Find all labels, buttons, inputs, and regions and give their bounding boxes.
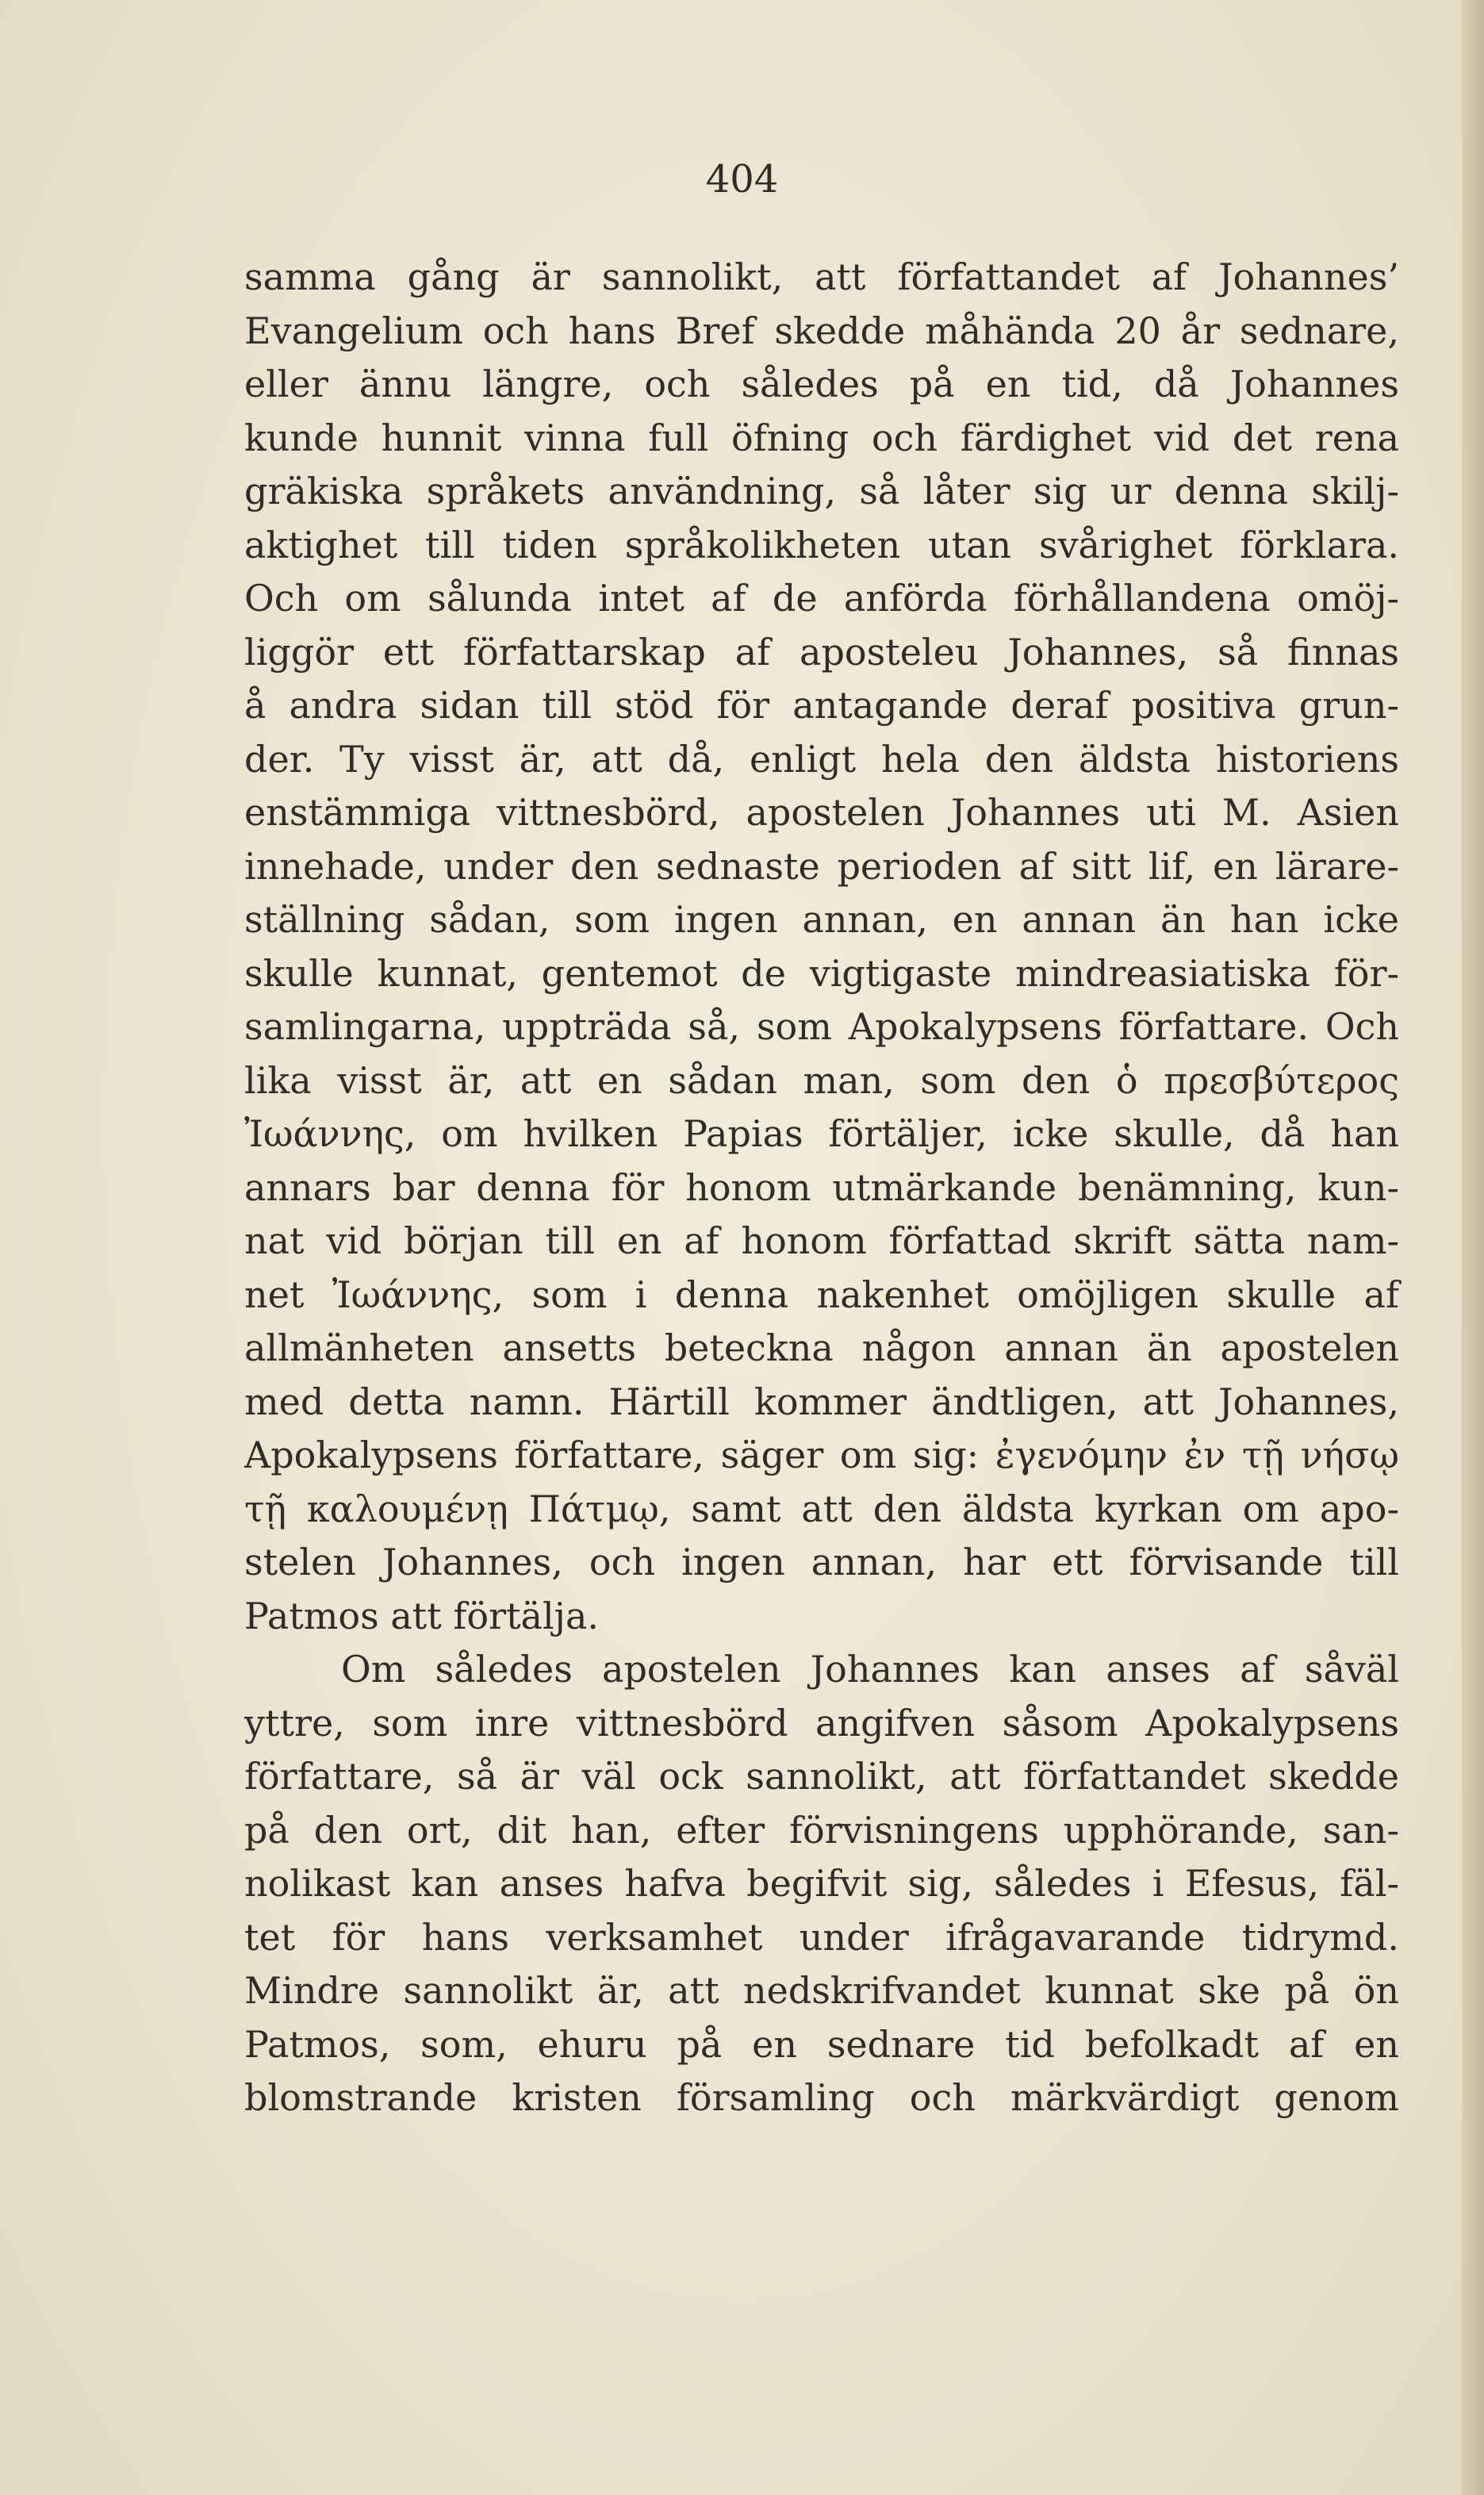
text-line-content: Patmos, som, ehuru på en sednare tid befolkadt af en — [244, 2022, 1399, 2066]
text-line-content: författare, så är väl ock sannolikt, att författandet skedde — [244, 1755, 1399, 1798]
text-line — [244, 733, 1399, 787]
text-line-content: samma gång är sannolikt, att författandet af Johannes’ — [244, 255, 1399, 298]
text-line — [244, 2018, 1399, 2072]
text-line — [244, 519, 1399, 573]
text-line — [244, 2071, 1399, 2125]
text-line-content: lika visst är, att en sådan man, som den ὁ πρεσβύτερος — [244, 1058, 1399, 1102]
text-line-content: Ἰωάννης, om hvilken Papias förtäljer, icke skulle, då han — [244, 1112, 1399, 1155]
text-line-content: samlingarna, uppträda så, som Apokalypsens författare. Och — [244, 1005, 1399, 1048]
text-line-content: Evangelium och hans Bref skedde måhända 20 år sednare, — [244, 309, 1399, 352]
text-line-content: τῇ καλουμένῃ Πάτμῳ, samt att den äldsta kyrkan om apo- — [244, 1487, 1399, 1530]
text-line — [244, 1697, 1399, 1751]
text-line — [244, 893, 1399, 947]
text-line-content: innehade, under den sednaste perioden af sitt lif, en lärare- — [244, 844, 1399, 888]
text-line-content: Apokalypsens författare, säger om sig: ἐγενόμην ἐν τῇ νήσῳ — [244, 1434, 1399, 1476]
text-line — [244, 947, 1399, 1001]
text-line-content: allmänheten ansetts beteckna någon annan än apostelen — [244, 1326, 1399, 1369]
text-line — [244, 251, 1399, 305]
text-line-content: yttre, som inre vittnesbörd angifven såsom Apokalypsens — [244, 1701, 1399, 1745]
text-line-content: enstämmiga vittnesbörd, apostelen Johannes uti M. Asien — [244, 791, 1399, 834]
text-line-content: net Ἰωάννης, som i denna nakenhet omöjligen skulle af — [244, 1272, 1399, 1316]
text-line-content: Och om sålunda intet af de anförda förhållandena omöj- — [244, 577, 1399, 620]
text-line — [244, 358, 1399, 412]
text-line — [244, 626, 1399, 680]
text-line — [244, 1643, 1399, 1697]
text-line-content: annars bar denna för honom utmärkande benämning, kun- — [244, 1165, 1399, 1209]
text-line-content: tet för hans verksamhet under ifrågavarande tidrymd. — [244, 1915, 1399, 1959]
text-line-content: kunde hunnit vinna full öfning och färdighet vid det rena — [244, 416, 1399, 459]
text-line-content: der. Ty visst är, att då, enligt hela den äldsta historiens — [244, 737, 1399, 781]
text-line — [244, 1054, 1399, 1108]
text-line — [244, 1215, 1399, 1269]
text-line — [244, 840, 1399, 894]
text-line-content: gräkiska språkets användning, så låter sig ur denna skilj- — [244, 470, 1399, 512]
text-line — [244, 1322, 1399, 1376]
text-line — [244, 1161, 1399, 1215]
text-line — [244, 1536, 1399, 1590]
text-line — [244, 1107, 1399, 1161]
text-line — [244, 1590, 1399, 1644]
text-line-content: på den ort, dit han, efter förvisningens upphörande, san- — [244, 1808, 1399, 1852]
text-line — [244, 1750, 1399, 1804]
page-edge — [1462, 0, 1484, 2495]
text-line — [244, 1269, 1399, 1322]
text-line — [244, 412, 1399, 466]
text-line — [244, 465, 1399, 519]
text-line-content: stelen Johannes, och ingen annan, har ett förvisande till — [244, 1541, 1399, 1583]
body-text — [244, 251, 1399, 2125]
text-line-content: liggör ett författarskap af aposteleu Johannes, så finnas — [244, 630, 1399, 674]
text-line — [244, 1483, 1399, 1537]
text-line-content: blomstrande kristen församling och märkvärdigt genom — [244, 2076, 1399, 2119]
text-line-content: Patmos att förtälja. — [244, 1594, 599, 1637]
text-line — [244, 1964, 1399, 2018]
text-line — [244, 1857, 1399, 1911]
text-line-content: skulle kunnat, gentemot de vigtigaste mindreasiatiska för- — [244, 951, 1399, 995]
text-line-content: nolikast kan anses hafva begifvit sig, således i Efesus, fäl- — [244, 1862, 1399, 1905]
text-line — [244, 572, 1399, 626]
text-line — [244, 1000, 1399, 1054]
text-line-content: med detta namn. Härtill kommer ändtligen, att Johannes, — [244, 1380, 1399, 1423]
text-line-content: å andra sidan till stöd för antagande deraf positiva grun- — [244, 684, 1399, 727]
text-line — [244, 786, 1399, 840]
text-line-content: nat vid början till en af honom författad skrift sätta nam- — [244, 1219, 1399, 1262]
text-line — [244, 305, 1399, 359]
text-line-content: Mindre sannolikt är, att nedskrifvandet kunnat ske på ön — [244, 1969, 1399, 2012]
text-line-content: aktighet till tiden språkolikheten utan svårighet förklara. — [244, 523, 1399, 566]
text-line — [244, 1911, 1399, 1965]
page-number: 404 — [705, 157, 779, 202]
text-line — [244, 1376, 1399, 1430]
text-line — [244, 679, 1399, 733]
text-line — [244, 1429, 1399, 1483]
text-line-content: eller ännu längre, och således på en tid, då Johannes — [244, 363, 1399, 405]
text-line-content: Om således apostelen Johannes kan anses af såväl — [341, 1648, 1399, 1691]
text-line — [244, 1804, 1399, 1858]
text-line-content: ställning sådan, som ingen annan, en annan än han icke — [244, 898, 1399, 941]
